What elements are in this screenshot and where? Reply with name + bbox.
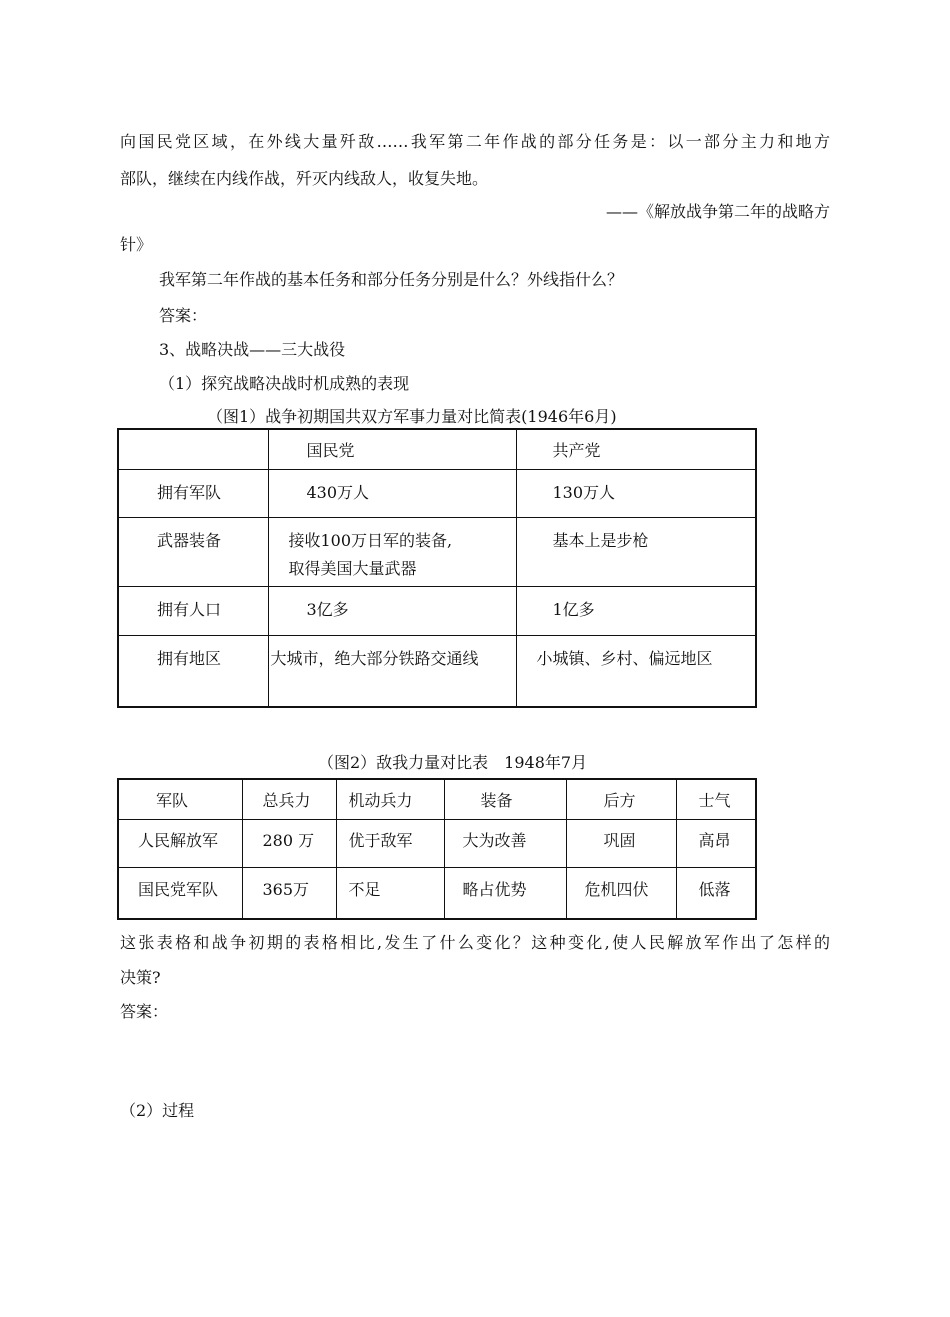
table-cell: 高昂 [676,819,756,867]
paragraph-line: 向国民党区域，在外线大量歼敌……我军第二年作战的部分任务是：以一部分主力和地方 [120,132,830,151]
table-cell: 优于敌军 [336,819,444,867]
table-cell: 低落 [676,867,756,919]
table-cell: 后方 [566,779,676,819]
paragraph-line: 部队，继续在内线作战，歼灭内线敌人，收复失地。 [120,169,489,188]
table-cell: 大为改善 [444,819,566,867]
table-row [118,867,756,919]
table-cell: 430万人 [268,469,516,517]
table-row [118,469,756,517]
table-cell: 小城镇、乡村、偏远地区 [516,635,756,707]
table-cell: 接收100万日军的装备, 取得美国大量武器 [268,517,516,586]
table-cell: 拥有人口 [118,586,268,635]
table-cell: 危机四伏 [566,867,676,919]
table-cell: 280 万 [242,819,336,867]
answer-label: 答案： [120,1002,169,1021]
table-cell: 不足 [336,867,444,919]
table-cell: 共产党 [516,429,756,469]
table-cell: 人民解放军 [118,819,242,867]
table-row [118,429,756,469]
table-cell: 国民党 [268,429,516,469]
subsection-heading: （2）过程 [120,1101,195,1120]
table-row [118,779,756,819]
force-comparison-table-1946 [117,428,757,708]
answer-label: 答案： [159,306,208,325]
table-cell: 国民党军队 [118,867,242,919]
table-caption: （图1）战争初期国共双方军事力量对比简表(1946年6月) [207,407,617,426]
citation-line: 针》 [120,235,153,254]
table-cell: 大城市，绝大部分铁路交通线 [268,635,516,707]
table-row [118,819,756,867]
table-cell: 武器装备 [118,517,268,586]
question: 这张表格和战争初期的表格相比,发生了什么变化？这种变化,使人民解放军作出了怎样的 [120,933,830,952]
table-cell: 总兵力 [242,779,336,819]
question: 我军第二年作战的基本任务和部分任务分别是什么？外线指什么？ [159,270,624,289]
table-cell: 略占优势 [444,867,566,919]
table-cell: 拥有军队 [118,469,268,517]
table-cell: 365万 [242,867,336,919]
table-row [118,635,756,707]
table-caption: （图2）敌我力量对比表 1948年7月 [318,753,588,772]
table-cell: 3亿多 [268,586,516,635]
table-cell: 基本上是步枪 [516,517,756,586]
table-cell: 拥有地区 [118,635,268,707]
table-cell [118,429,268,469]
table-cell: 1亿多 [516,586,756,635]
table-cell: 机动兵力 [336,779,444,819]
force-comparison-table-1948 [117,778,757,920]
table-cell: 军队 [118,779,242,819]
citation-line: ——《解放战争第二年的战略方 [605,202,830,221]
weapon-line-2: 取得美国大量武器 [288,558,417,578]
subsection-heading: （1）探究战略决战时机成熟的表现 [159,374,410,393]
table-row [118,586,756,635]
table-cell: 130万人 [516,469,756,517]
table-cell: 巩固 [566,819,676,867]
table-row [118,517,756,586]
section-heading: 3、战略决战——三大战役 [159,340,346,359]
question-continued: 决策? [120,968,161,987]
table-cell: 士气 [676,779,756,819]
table-cell: 装备 [444,779,566,819]
